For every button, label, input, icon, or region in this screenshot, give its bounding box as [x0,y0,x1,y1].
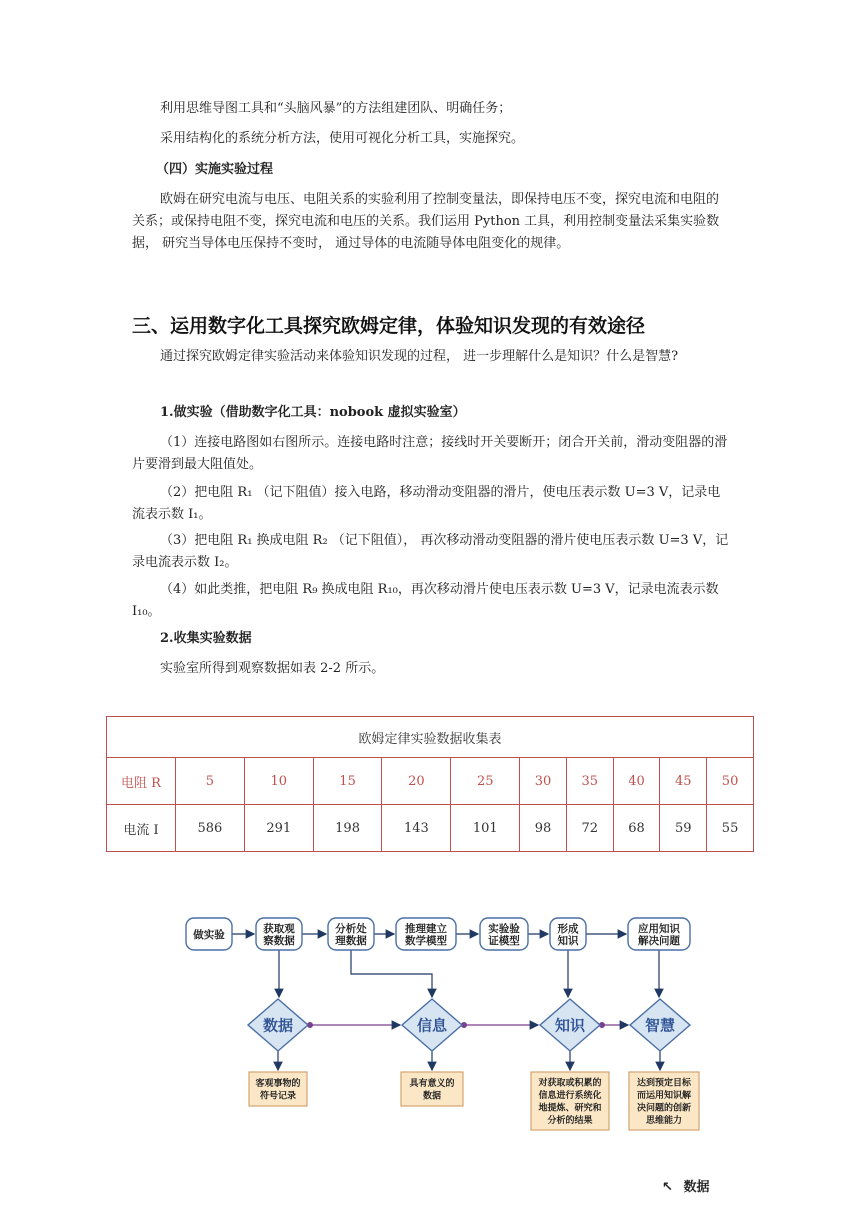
concept-label: 知识 [554,1016,586,1035]
definition-note [401,1072,463,1106]
resistance-cell-6: 30 [520,758,567,805]
row-label-current: 电流 I [107,805,176,852]
resistance-cell-9: 45 [660,758,707,805]
concept-diamond [248,999,308,1051]
resistance-cell-4: 20 [382,758,451,805]
step-3: （3）把电阻 R₁ 换成电阻 R₂ （记下阻值）， 再次移动滑动变阻器的滑片使电压表示数 U=3 V，记录电流表示数 I₂。 [132,533,729,570]
flow-step-label: 形成知识 [557,922,579,947]
paragraph-intro: 通过探究欧姆定律实验活动来体验知识发现的过程， 进一步理解什么是知识？什么是智慧? [160,349,679,364]
ohm-data-table [106,716,754,852]
resistance-cell-8: 40 [613,758,660,805]
section-heading-4: （四）实施实验过程 [156,162,274,177]
paragraph-ohm-method: 欧姆在研究电流与电压、电阻关系的实验利用了控制变量法，即保持电压不变，探究电流和电阻的关系；或保持电阻不变，探究电流和电压的关系。我们运用 Python 工具，利用控制变量法采集实验数据， 研究当导体电压保持不变时， 通过导体的电流随导体电阻变化的规律。 [132,192,720,251]
subheading-experiment: 1.做实验（借助数字化工具：nobook 虚拟实验室） [160,405,466,420]
flow-step-box [480,918,528,950]
down-arrow [351,950,432,997]
flow-step-box [328,918,374,950]
concept-diamond [402,999,462,1051]
knowledge-flow-diagram [180,910,700,1140]
step-1: （1）连接电路图如右图所示。连接电路时注意；接线时开关要断开；闭合开关前，滑动变阻器的滑片要滑到最大阻值处。 [132,435,728,472]
definition-text: 具有意义的数据 [409,1078,455,1102]
current-cell-3: 198 [313,805,382,852]
current-cell-2: 291 [244,805,313,852]
definition-text: 达到预定目标而运用知识解决问题的创新思维能力 [636,1078,692,1126]
footer-link[interactable] [662,1176,709,1195]
resistance-cell-10: 50 [707,758,754,805]
table-row-current [107,805,754,852]
flow-step-box [186,918,232,950]
paragraph-table-ref: 实验室所得到观察数据如表 2-2 所示。 [160,661,385,676]
flow-step-box [628,918,690,950]
current-cell-4: 143 [382,805,451,852]
definition-text: 对获取或积累的信息进行系统化地提炼、研究和分析的结果 [538,1078,602,1126]
definition-text: 客观事物的符号记录 [255,1078,301,1102]
step-4: （4）如此类推，把电阻 R₉ 换成电阻 R₁₀，再次移动滑片使电压表示数 U=3 V，记录电流表示数 I₁₀。 [132,582,719,619]
current-cell-10: 55 [707,805,754,852]
subheading-collect: 2.收集实验数据 [160,631,252,646]
concept-label: 信息 [416,1016,448,1035]
resistance-cell-5: 25 [451,758,520,805]
current-cell-5: 101 [451,805,520,852]
flow-step-box [256,918,302,950]
resistance-cell-3: 15 [313,758,382,805]
current-cell-9: 59 [660,805,707,852]
flow-step-box [396,918,456,950]
table-caption: 欧姆定律实验数据收集表 [107,717,754,758]
resistance-cell-1: 5 [176,758,245,805]
chapter-heading-3: 三、运用数字化工具探究欧姆定律，体验知识发现的有效途径 [132,315,646,337]
current-cell-6: 98 [520,805,567,852]
text-line-1: 利用思维导图工具和“头脑风暴”的方法组建团队、明确任务； [160,101,512,116]
flow-step-label: 做实验 [193,928,225,941]
current-cell-1: 586 [176,805,245,852]
current-cell-8: 68 [613,805,660,852]
concept-diamond [540,999,600,1051]
footer-label: 数据 [683,1180,710,1195]
resistance-cell-7: 35 [566,758,613,805]
flow-step-box [550,918,586,950]
step-2: （2）把电阻 R₁ （记下阻值）接入电路，移动滑动变阻器的滑片，使电压表示数 U=3 V，记录电流表示数 I₁。 [132,485,721,522]
flow-step-label: 实验验证模型 [488,922,520,947]
flow-step-label: 获取观察数据 [263,922,295,947]
arrow-up-left-icon: ↖ [662,1180,673,1195]
concept-label: 数据 [262,1016,294,1035]
flow-step-label: 应用知识解决问题 [638,922,680,947]
text-line-2: 采用结构化的系统分析方法，使用可视化分析工具，实施探究。 [160,131,525,146]
concept-diamond [630,999,690,1051]
definition-note [531,1072,609,1130]
definition-note [249,1072,307,1106]
row-label-resistance: 电阻 R [107,758,176,805]
flow-step-label: 推理建立数学模型 [405,922,447,947]
concept-label: 智慧 [644,1016,676,1035]
current-cell-7: 72 [566,805,613,852]
table-row-resistance [107,758,754,805]
flow-step-label: 分析处理数据 [335,922,367,947]
definition-note [629,1072,699,1130]
resistance-cell-2: 10 [244,758,313,805]
